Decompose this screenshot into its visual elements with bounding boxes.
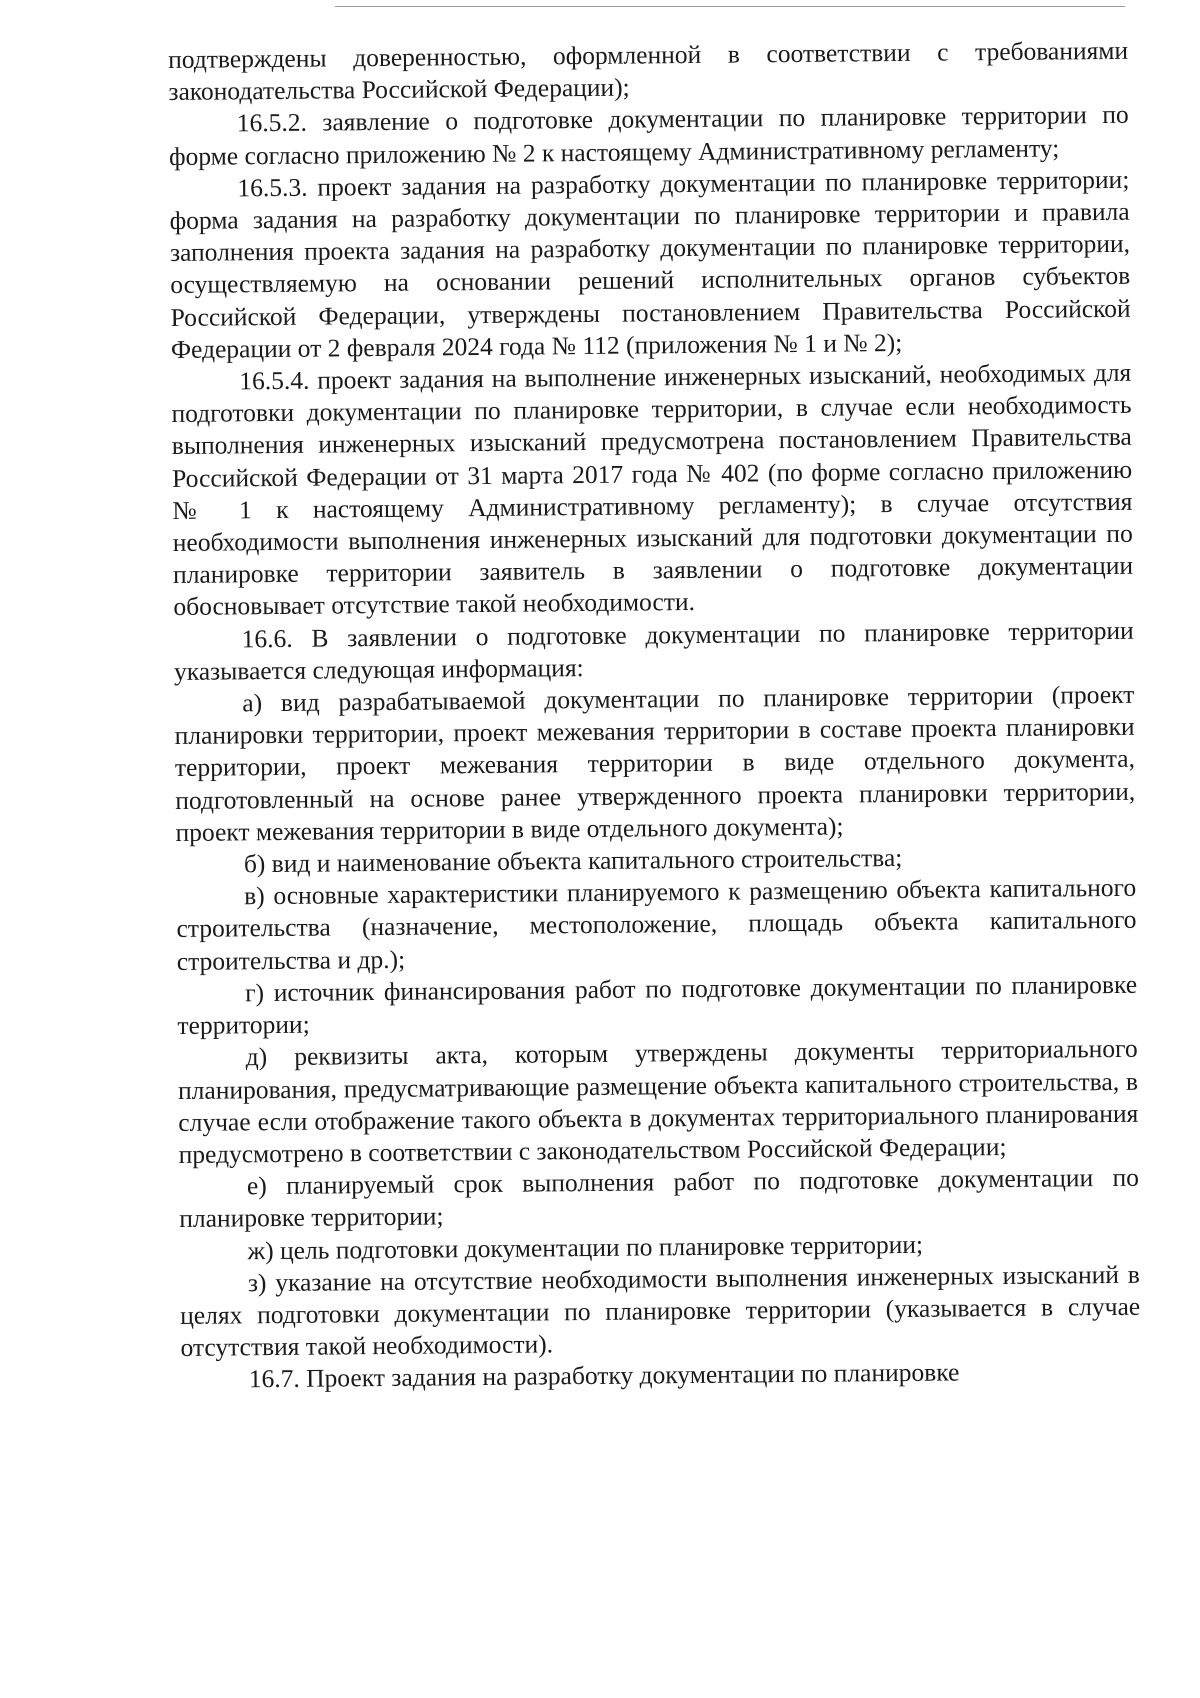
paragraph-16-5-3: 16.5.3. проект задания на разработку документации по планировке территории; форма задания на разработку документации по планировке территории и правила заполнения проекта задания на разработку документации по планировке территории, осуществляемую на основании решений исполнительных органов субъектов Российской Федерации, утверждены постановлением Правительства Российской Федерации от 2 февраля 2024 года № 112 (приложения № 1 и № 2); — [169, 164, 1131, 364]
list-item-zh: ж) цель подготовки документации по планировке территории; — [247, 1229, 924, 1265]
top-border-line — [335, 6, 1125, 7]
list-item-b: б) вид и наименование объекта капитального строительства; — [243, 843, 903, 879]
paragraph-16-5-4: 16.5.4. проект задания на выполнение инженерных изысканий, необходимых для подготовки документации по планировке территории, в случае если необходимость выполнения инженерных изысканий предусмотрена постановлением Правительства Российской Федерации от 31 марта 2017 года № 402 (по форме согласно приложению № 1 к настоящему Административному регламенту); в случае отсутствия необходимости выполнения инженерных изысканий для подготовки документации по планировке территории заявитель в заявлении о подготовке документации обосновывает отсутствие такой необходимости. — [171, 357, 1134, 622]
list-item-d: д) реквизиты акта, которым утверждены документы территориального планирования, предусматривающие размещение объекта капитального строительства, в случае если отображение такого объекта в документах территориального планирования предусмотрено в соответствии с законодательством Российской Федерации; — [177, 1034, 1139, 1169]
list-item-e: е) планируемый срок выполнения работ по подготовке документации по планировке территории; — [179, 1162, 1140, 1234]
list-item-z: з) указание на отсутствие необходимости выполнения инженерных изысканий в целях подготовки документации по планировке территории (указывается в случае отсутствия такой необходимости). — [180, 1259, 1141, 1363]
list-item-g: г) источник финансирования работ по подготовке документации по планировке территории; — [177, 969, 1138, 1041]
document-body — [168, 35, 1141, 1397]
paragraph-16-7: 16.7. Проект задания на разработку документации по планировке — [248, 1357, 960, 1394]
paragraph-16-6: 16.6. В заявлении о подготовке документации по планировке территории указывается следующая информация: — [173, 615, 1134, 686]
list-item-a: а) вид разрабатываемой документации по планировке территории (проект планировки территории, проект межевания территории в составе проекта планировки территории, проект межевания территории в виде отдельного документа, подготовленный на основе ранее утвержденного проекта планировки территории, проект межевания территории в виде отдельного документа); — [174, 679, 1136, 847]
paragraph-16-5-2: 16.5.2. заявление о подготовке документации по планировке территории по форме согласно приложению № 2 к настоящему Административному регламенту; — [168, 100, 1129, 171]
list-item-v: в) основные характеристики планируемого к размещению объекта капитального строительства (назначение, местоположение, площадь объекта капитального строительства и др.); — [176, 873, 1137, 976]
paragraph-continuation: подтверждены доверенностью, оформленной в соответствии с требованиями законодательства Российской Федерации); — [168, 35, 1129, 107]
